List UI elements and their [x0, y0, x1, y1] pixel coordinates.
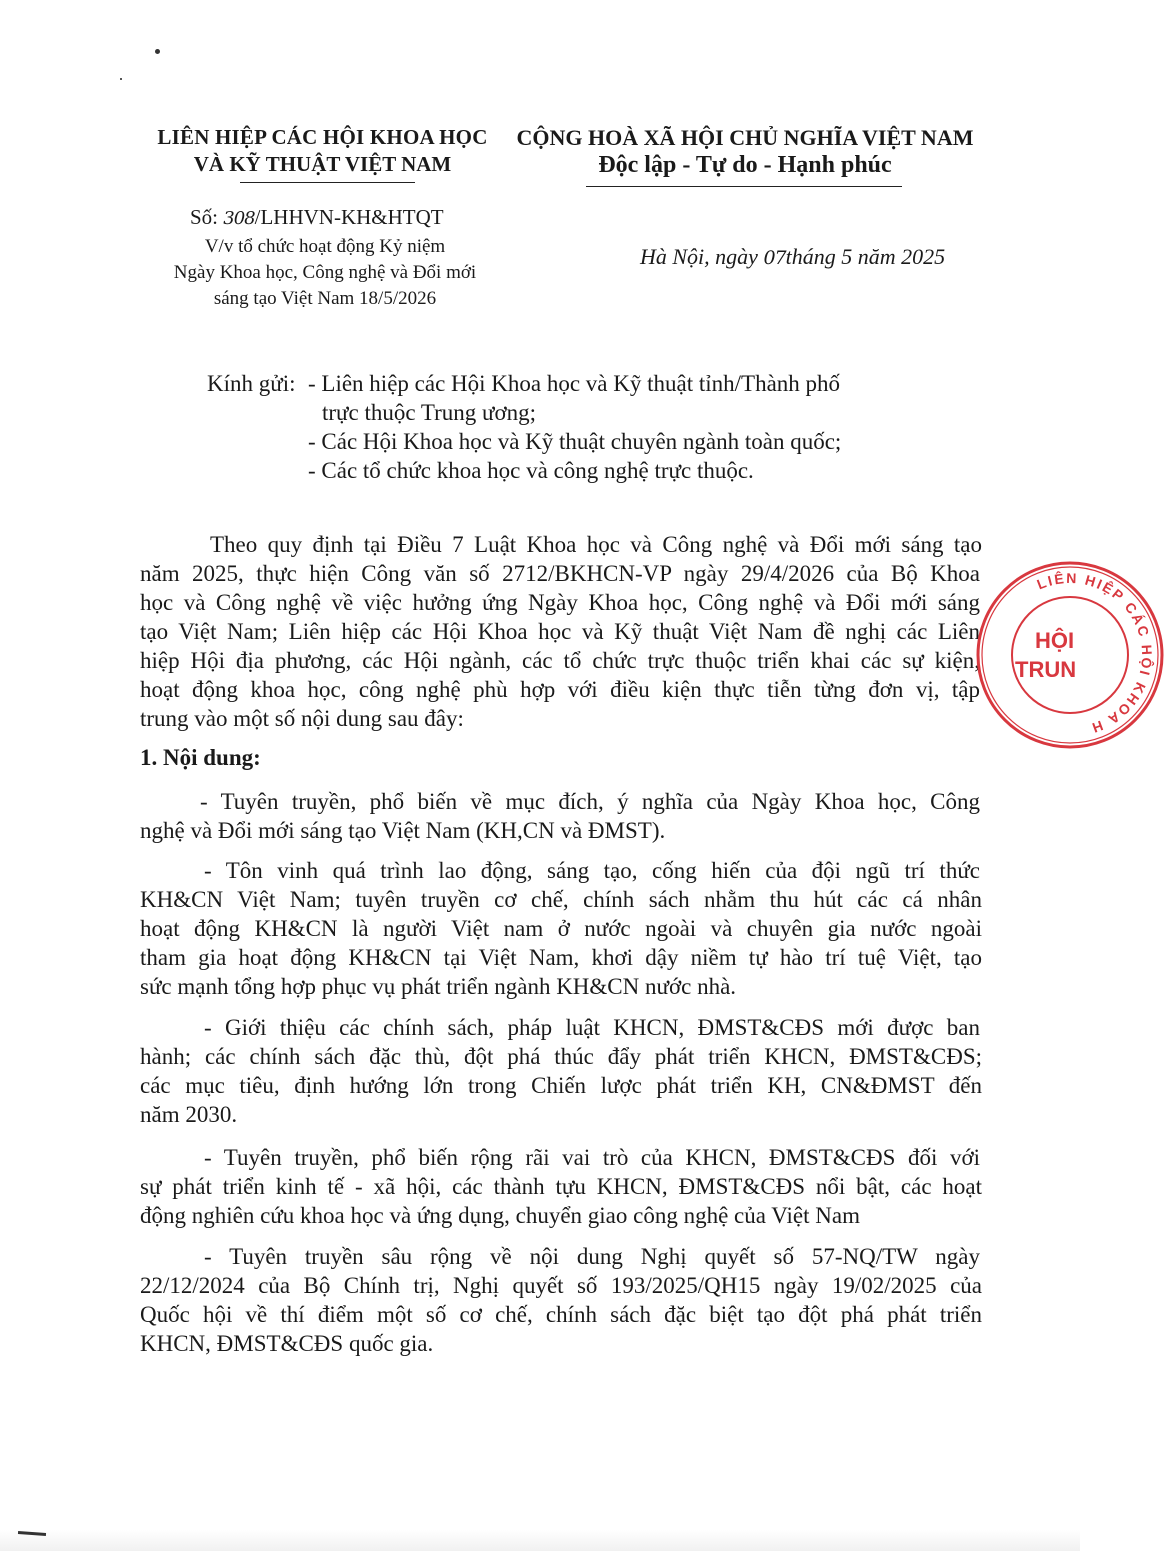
seal-inner-ring [1012, 597, 1128, 713]
content-line: KHCN, ĐMST&CĐS quốc gia. [140, 1331, 434, 1356]
national-title: CỘNG HOÀ XÃ HỘI CHỦ NGHĨA VIỆT NAM [516, 125, 974, 150]
content-line: nghệ và Đổi mới sáng tạo Việt Nam (KH,CN và ĐMST). [140, 818, 666, 843]
date-handwritten-day: 07 [763, 247, 786, 269]
document-date [640, 244, 945, 270]
recipient-line: - Liên hiệp các Hội Khoa học và Kỹ thuật tỉnh/Thành phố [308, 371, 841, 396]
seal-outer-ring-inner [982, 567, 1158, 743]
content-line: - Giới thiệu các chính sách, pháp luật KHCN, ĐMST&CĐS mới được ban [204, 1015, 980, 1040]
content-line: động nghiên cứu khoa học và ứng dụng, chuyển giao công nghệ của Việt Nam [140, 1203, 860, 1228]
intro-line: Theo quy định tại Điều 7 Luật Khoa học và Công nghệ và Đổi mới sáng tạo [210, 532, 982, 557]
content-line: KH&CN Việt Nam; tuyên truyền cơ chế, chính sách nhằm thu hút các cá nhân [140, 887, 982, 912]
intro-line: tạo Việt Nam; Liên hiệp các Hội Khoa học và Kỹ thuật Việt Nam đề nghị các Liên [140, 619, 980, 644]
content-line: - Tuyên truyền sâu rộng về nội dung Nghị quyết số 57-NQ/TW ngày [204, 1244, 980, 1269]
content-line: sự phát triển kinh tế - xã hội, các thành tựu KHCN, ĐMST&CĐS nổi bật, các hoạt [140, 1174, 982, 1199]
subject-line-1: V/v tổ chức hoạt động Kỷ niệm [204, 236, 446, 257]
content-line: các mục tiêu, định hướng lớn trong Chiến lược phát triển KH, CN&ĐMST đến [140, 1073, 982, 1098]
content-line: - Tôn vinh quá trình lao động, sáng tạo, cống hiến của đội ngũ trí thức [204, 858, 980, 883]
scan-bottom-edge [0, 1530, 1080, 1551]
intro-line: trung vào một số nội dung sau đây: [140, 706, 464, 731]
recipients-label: Kính gửi: [207, 371, 296, 396]
recipient-line: - Các tổ chức khoa học và công nghệ trực thuộc. [308, 458, 754, 483]
scan-speck [155, 49, 160, 54]
organization-underline [240, 182, 415, 183]
subject-line-2: Ngày Khoa học, Công nghệ và Đổi mới [173, 262, 477, 283]
content-line: - Tuyên truyền, phổ biến về mục đích, ý nghĩa của Ngày Khoa học, Công [200, 789, 980, 814]
content-line: hoạt động KH&CN là người Việt nam ở nước ngoài và chuyên gia nước ngoài [140, 916, 982, 941]
intro-line: học và Công nghệ về việc hưởng ứng Ngày Khoa học, Công nghệ và Đổi mới sáng [140, 590, 980, 615]
scan-speck [120, 78, 122, 80]
recipient-line: trực thuộc Trung ương; [322, 400, 537, 425]
organization-name-line-1: LIÊN HIỆP CÁC HỘI KHOA HỌC [157, 125, 488, 149]
date-prefix: Hà Nội, ngày [640, 244, 764, 269]
date-suffix: tháng 5 năm 2025 [785, 244, 946, 269]
seal-center-line-1: HỘI [1035, 628, 1075, 653]
content-line: 22/12/2024 của Bộ Chính trị, Nghị quyết số 193/2025/QH15 ngày 19/02/2025 của [140, 1273, 982, 1298]
content-line: - Tuyên truyền, phổ biến rộng rãi vai trò của KHCN, ĐMST&CĐS đối với [204, 1145, 980, 1170]
seal-outer-ring [978, 563, 1162, 747]
motto-underline [586, 186, 902, 187]
recipient-line: - Các Hội Khoa học và Kỹ thuật chuyên ngành toàn quốc; [308, 429, 842, 454]
intro-line: năm 2025, thực hiện Công văn số 2712/BKHCN-VP ngày 29/4/2026 của Bộ Khoa [140, 561, 980, 586]
document-number [190, 205, 444, 230]
content-line: năm 2030. [140, 1102, 238, 1127]
document-number-prefix: Số: [190, 205, 224, 229]
document-number-code: /LHHVN-KH&HTQT [254, 205, 444, 229]
intro-line: hiệp Hội địa phương, các Hội ngành, các tổ chức trực thuộc triển khai các sự kiện, [140, 648, 980, 673]
content-line: hành; các chính sách đặc thù, đột phá thúc đẩy phát triển KHCN, ĐMST&CĐS; [140, 1044, 982, 1069]
content-line: tham gia hoạt động KH&CN tại Việt Nam, khơi dậy niềm tự hào trí tuệ Việt, tạo [140, 945, 982, 970]
organization-name-line-2: VÀ KỸ THUẬT VIỆT NAM [193, 152, 452, 176]
content-line: Quốc hội về thí điểm một số cơ chế, chính sách đặc biệt tạo đột phá phát triển [140, 1302, 982, 1327]
seal-center-line-2: TRUN [1015, 657, 1077, 682]
seal-ring-text: LIÊN HIỆP CÁC HỘI KHOA H [1034, 569, 1156, 737]
content-line: sức mạnh tổng hợp phục vụ phát triển ngành KH&CN nước nhà. [140, 974, 737, 999]
section-heading: 1. Nội dung: [140, 745, 261, 770]
official-seal-stamp [975, 560, 1165, 750]
subject-line-3: sáng tạo Việt Nam 18/5/2026 [213, 288, 437, 309]
intro-line: hoạt động khoa học, công nghệ phù hợp với điều kiện thực tiễn từng đơn vị, tập [140, 677, 980, 702]
national-motto: Độc lập - Tự do - Hạnh phúc [598, 152, 892, 178]
document-number-handwritten: 308 [223, 208, 255, 229]
